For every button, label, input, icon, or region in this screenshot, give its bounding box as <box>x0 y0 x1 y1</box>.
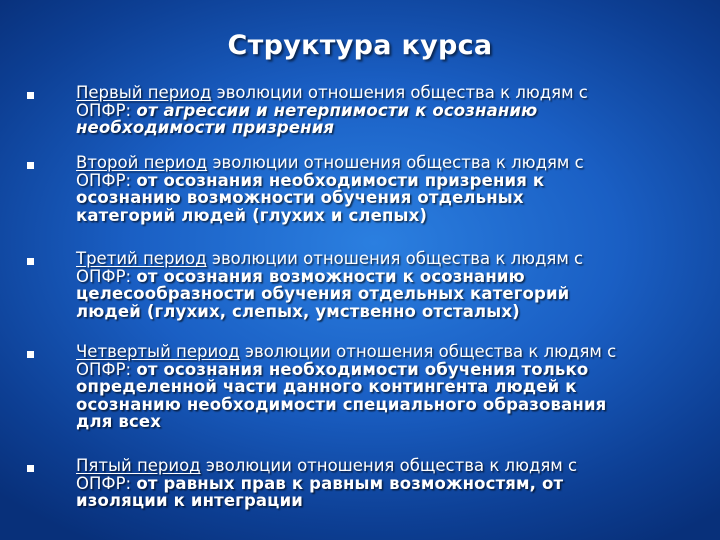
emphasis-text-continued: осознанию необходимости специального образования <box>76 394 607 414</box>
abbreviation: ОПФР: <box>76 100 137 120</box>
slide-title: Структура курса <box>227 30 493 61</box>
emphasis-text-continued: людей (глухих, слепых, умственно отсталых) <box>76 301 520 321</box>
period-description: эволюции отношения общества к людям с <box>206 249 584 268</box>
square-bullet-icon <box>27 258 34 265</box>
period-description: эволюции отношения общества к людям с <box>207 153 584 172</box>
emphasis-text-continued: для всех <box>76 412 162 431</box>
list-item-text <box>76 154 716 224</box>
emphasis-text-continued: категорий людей (глухих и слепых) <box>76 205 428 225</box>
period-description: эволюции отношения общества к людям с <box>211 83 588 102</box>
period-description: эволюции отношения общества к людям с <box>200 456 578 475</box>
period-label: Третий период <box>76 249 207 268</box>
abbreviation: ОПФР: <box>76 359 137 379</box>
emphasis-text: от агрессии и нетерпимости к осознанию <box>136 100 538 120</box>
emphasis-text-continued: определенной части данного контингента людей к <box>76 377 577 396</box>
square-bullet-icon <box>27 465 34 472</box>
list-item-text <box>76 250 716 320</box>
abbreviation: ОПФР: <box>76 266 137 286</box>
emphasis-text-continued: целесообразности обучения отдельных категорий <box>76 284 570 303</box>
emphasis-text: от осознания необходимости призрения к <box>136 170 545 190</box>
period-label: Пятый период <box>76 456 201 475</box>
square-bullet-icon <box>27 351 34 358</box>
abbreviation: ОПФР: <box>76 170 137 190</box>
emphasis-text: от осознания необходимости обучения только <box>136 359 589 379</box>
square-bullet-icon <box>27 162 34 169</box>
list-item-text <box>76 457 716 510</box>
abbreviation: ОПФР: <box>76 473 137 493</box>
square-bullet-icon <box>27 92 34 99</box>
period-label: Первый период <box>76 83 212 102</box>
emphasis-text-continued: изоляции к интеграции <box>76 491 303 510</box>
emphasis-text: от осознания возможности к осознанию <box>136 266 525 286</box>
emphasis-text-continued: осознанию возможности обучения отдельных <box>76 188 524 207</box>
emphasis-text-continued: необходимости призрения <box>76 118 335 137</box>
period-label: Четвертый период <box>76 342 240 361</box>
list-item-text <box>76 343 716 431</box>
emphasis-text: от равных прав к равным возможностям, от <box>136 473 564 493</box>
period-description: эволюции отношения общества к людям с <box>239 342 617 361</box>
period-label: Второй период <box>76 153 208 172</box>
list-item-text <box>76 84 716 137</box>
